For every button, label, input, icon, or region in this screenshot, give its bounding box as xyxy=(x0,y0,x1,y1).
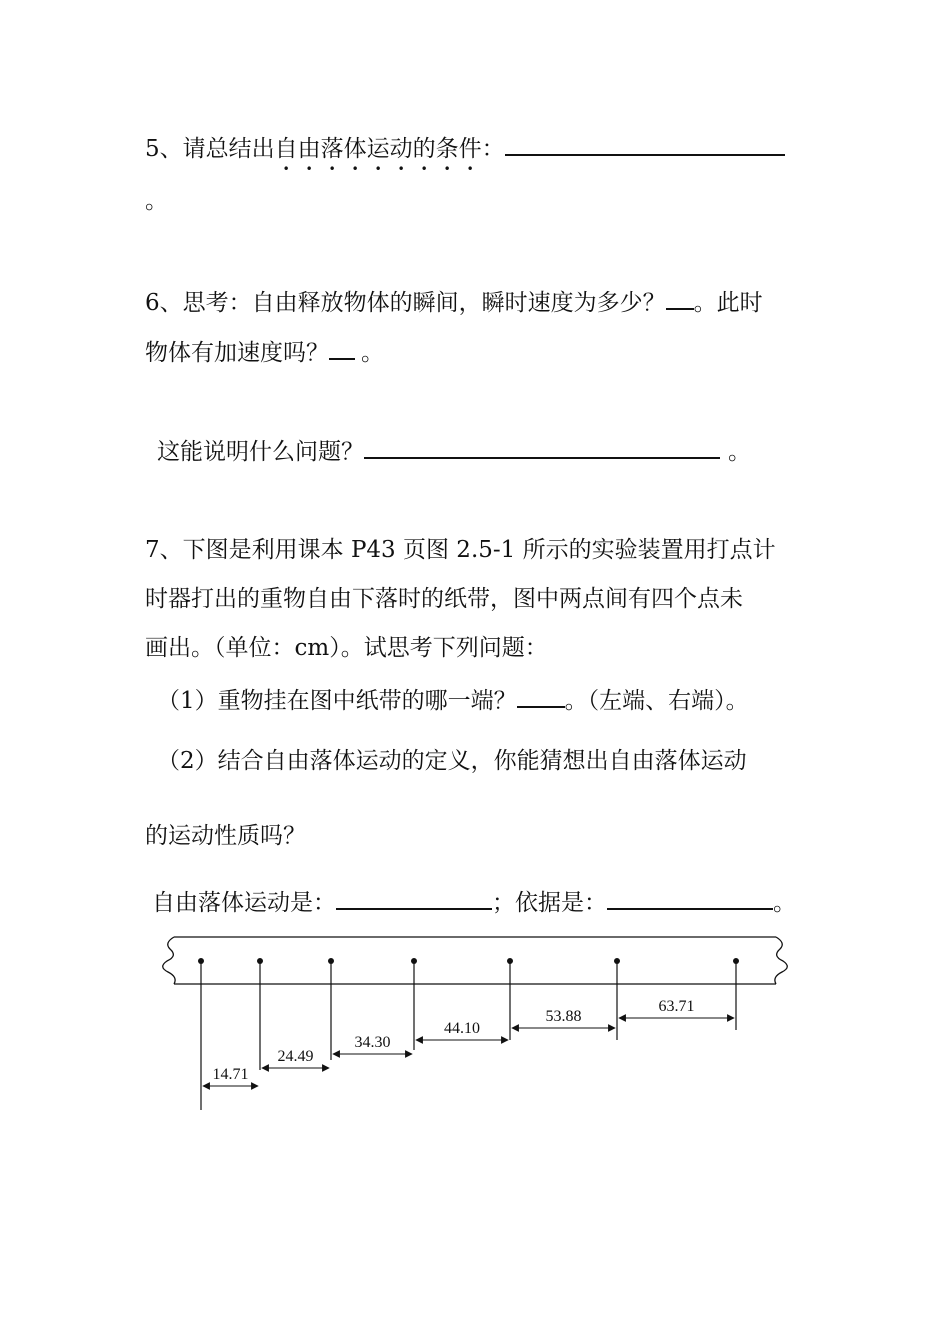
q7-sub2-line1: （2）结合自由落体运动的定义，你能猜想出自由落体运动 xyxy=(157,748,747,774)
q5-line xyxy=(145,130,785,176)
q6-line3 xyxy=(157,433,751,468)
q7-answer-line xyxy=(152,884,796,919)
q6-line1 xyxy=(145,284,763,319)
paper-tape-diagram xyxy=(150,930,810,1120)
q7-answer-end: 。 xyxy=(773,890,796,916)
q6-line1-end: 。此时 xyxy=(693,290,763,316)
q7-sub1 xyxy=(157,682,749,717)
segment-length-label: 44.10 xyxy=(444,1020,480,1037)
q7-sub2-line2: 的运动性质吗？ xyxy=(145,823,306,849)
q6-line2-text: 物体有加速度吗？ xyxy=(145,340,329,366)
q6-line2 xyxy=(145,334,384,369)
segment-length-label: 53.88 xyxy=(545,1008,582,1025)
tape-outline xyxy=(163,937,788,984)
q6-acceleration-blank[interactable] xyxy=(329,334,355,360)
q6-line1-text: 6、思考：自由释放物体的瞬间，瞬时速度为多少？ xyxy=(145,290,666,316)
segment-length-label: 24.49 xyxy=(277,1048,314,1065)
q6-explain-blank[interactable] xyxy=(364,433,720,459)
segment-length-label: 63.71 xyxy=(658,998,695,1015)
q5-prefix: 5、请总结出 xyxy=(145,136,275,162)
segment-length-label: 14.71 xyxy=(212,1066,249,1083)
q5-emphasis: 自由落体运动的条件： xyxy=(274,136,505,162)
segment-length-label: 34.30 xyxy=(354,1034,391,1051)
q7-line1: 7、下图是利用课本 P43 页图 2.5-1 所示的实验装置用打点计 xyxy=(145,537,776,563)
q6-velocity-blank[interactable] xyxy=(666,284,694,310)
q5-answer-blank[interactable] xyxy=(505,130,785,156)
q7-line2: 时器打出的重物自由下落时的纸带，图中两点间有四个点未 xyxy=(145,586,743,612)
q7-sub1-end: 。（左端、右端）。 xyxy=(564,688,749,714)
q7-answer-sep: ；依据是： xyxy=(492,890,607,916)
q5-trailing: 。 xyxy=(145,188,168,214)
q7-basis-blank[interactable] xyxy=(607,884,773,910)
q7-sub1-text: （1）重物挂在图中纸带的哪一端？ xyxy=(157,688,517,714)
q7-end-blank[interactable] xyxy=(517,682,565,708)
q6-line3-text: 这能说明什么问题？ xyxy=(157,439,364,465)
q7-line3: 画出。（单位：cm）。试思考下列问题： xyxy=(145,635,548,661)
q6-line3-end: 。 xyxy=(728,439,751,465)
q7-motion-blank[interactable] xyxy=(336,884,492,910)
q6-line2-end: 。 xyxy=(361,340,384,366)
q7-answer-a: 自由落体运动是： xyxy=(152,890,336,916)
